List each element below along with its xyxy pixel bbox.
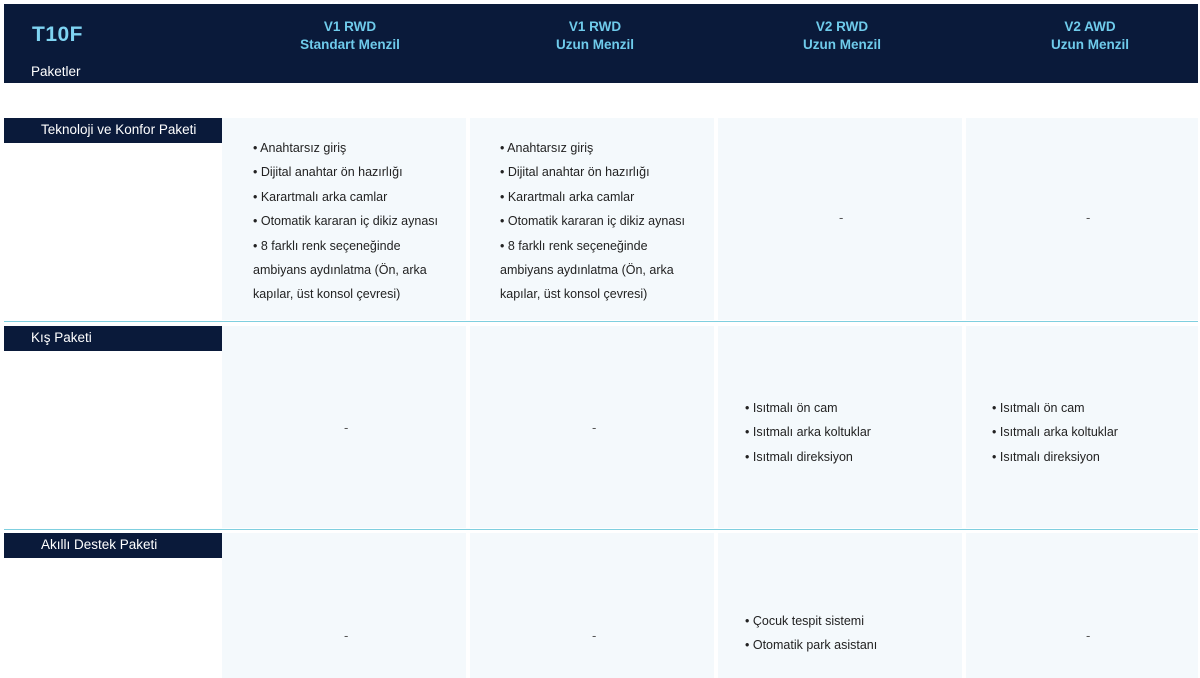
column-header-v2-rwd-uzun (742, 18, 942, 54)
section-label-akilli-destek (4, 533, 222, 558)
cell-teknoloji-v2-awd-uzun (966, 118, 1198, 320)
section-label-teknoloji-konfor (4, 118, 222, 143)
list-item: • 8 farklı renk seçeneğinde (253, 238, 401, 253)
feature-list (992, 396, 1118, 469)
cell-akilli-v2-awd-uzun (966, 533, 1198, 678)
feature-list (745, 609, 877, 658)
cell-teknoloji-v1-rwd-uzun (470, 118, 714, 320)
list-item: • Karartmalı arka camlar (500, 189, 635, 204)
column-header-line2: Uzun Menzil (556, 37, 634, 52)
section-label-text: Teknoloji ve Konfor Paketi (41, 122, 197, 137)
cell-teknoloji-v2-rwd-uzun (718, 118, 962, 320)
column-header-v1-rwd-uzun (495, 18, 695, 54)
not-available: - (344, 628, 349, 643)
list-item: ambiyans aydınlatma (Ön, arka (253, 263, 427, 278)
section-label-text: Kış Paketi (31, 330, 92, 345)
feature-list (253, 136, 438, 307)
list-item: • Isıtmalı ön cam (745, 401, 838, 415)
list-item: • Otomatik park asistanı (745, 638, 878, 653)
cell-kis-v2-awd-uzun (966, 326, 1198, 528)
list-item: • Otomatik kararan iç dikiz aynası (500, 214, 685, 229)
section-label-text: Akıllı Destek Paketi (41, 537, 158, 552)
list-item: • Isıtmalı direksiyon (745, 449, 853, 464)
list-item: • Isıtmalı ön cam (992, 401, 1085, 415)
packages-subheader-label: Paketler (31, 64, 81, 79)
list-item: • Dijital anahtar ön hazırlığı (500, 165, 650, 180)
list-item: • Dijital anahtar ön hazırlığı (253, 165, 403, 180)
feature-list (745, 396, 871, 469)
section-divider (4, 529, 1198, 530)
cell-akilli-v1-rwd-standart (222, 533, 466, 678)
list-item: • Anahtarsız giriş (500, 141, 594, 155)
list-item: • Isıtmalı arka koltuklar (745, 425, 871, 440)
cell-teknoloji-v1-rwd-standart (222, 118, 466, 320)
not-available: - (839, 210, 844, 225)
cell-kis-v1-rwd-uzun (470, 326, 714, 528)
section-label-kis (4, 326, 222, 351)
column-header-line2: Standart Menzil (300, 37, 400, 52)
column-header-v1-rwd-standart (250, 18, 450, 54)
not-available: - (592, 628, 597, 643)
not-available: - (592, 420, 597, 435)
column-header-line1: V2 RWD (815, 19, 869, 34)
not-available: - (1086, 210, 1091, 225)
list-item: • Anahtarsız giriş (253, 141, 347, 155)
list-item: kapılar, üst konsol çevresi) (500, 287, 648, 302)
not-available: - (1086, 628, 1091, 643)
list-item: • Isıtmalı arka koltuklar (992, 425, 1118, 440)
column-header-line1: V1 RWD (323, 19, 377, 34)
list-item: • Isıtmalı direksiyon (992, 449, 1100, 464)
list-item: • Karartmalı arka camlar (253, 189, 388, 204)
cell-akilli-v1-rwd-uzun (470, 533, 714, 678)
cell-kis-v2-rwd-uzun (718, 326, 962, 528)
column-header-line2: Uzun Menzil (1051, 37, 1129, 52)
list-item: • 8 farklı renk seçeneğinde (500, 238, 648, 253)
cell-akilli-v2-rwd-uzun (718, 533, 962, 678)
column-header-v2-awd-uzun (990, 18, 1190, 54)
list-item: ambiyans aydınlatma (Ön, arka (500, 263, 674, 278)
list-item: • Otomatik kararan iç dikiz aynası (253, 214, 438, 229)
cell-kis-v1-rwd-standart (222, 326, 466, 528)
section-divider (4, 321, 1198, 322)
list-item: • Çocuk tespit sistemi (745, 614, 864, 628)
packages-subheader (4, 61, 1198, 83)
list-item: kapılar, üst konsol çevresi) (253, 287, 401, 302)
table-header (4, 4, 1198, 61)
not-available: - (344, 420, 349, 435)
column-header-line1: V1 RWD (568, 19, 622, 34)
column-header-line2: Uzun Menzil (803, 37, 881, 52)
column-header-line1: V2 AWD (1064, 19, 1116, 34)
model-title: T10F (32, 23, 84, 46)
feature-list (500, 136, 685, 307)
